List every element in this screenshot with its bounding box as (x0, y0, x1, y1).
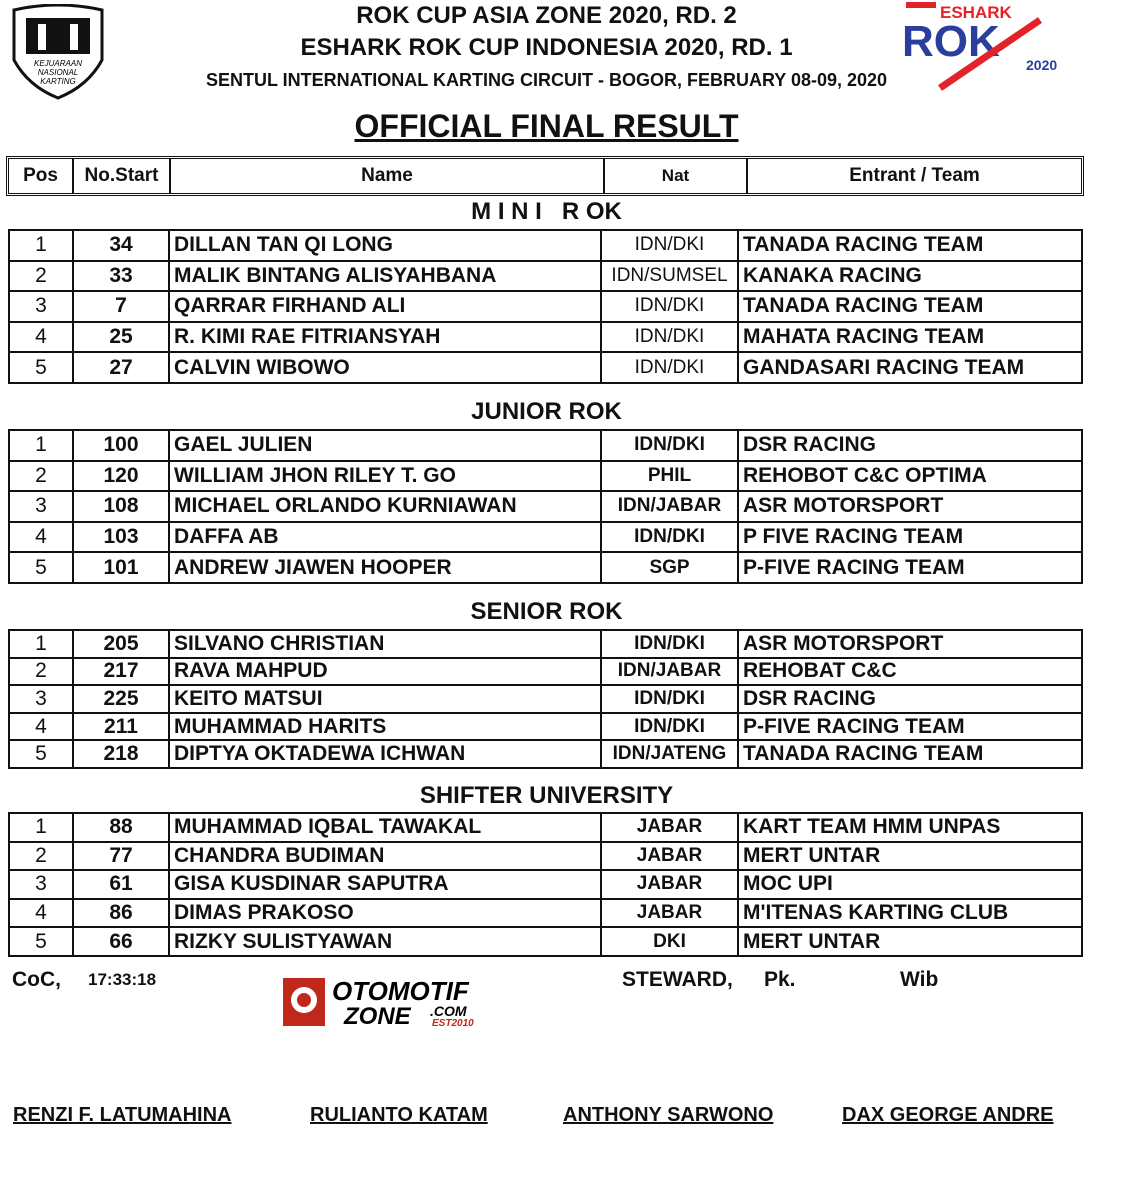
team-cell: TANADA RACING TEAM (738, 291, 1082, 322)
svg-text:KEJUARAAN: KEJUARAAN (33, 59, 83, 68)
driver-name-cell: MALIK BINTANG ALISYAHBANA (169, 261, 601, 292)
col-nat: Nat (605, 159, 748, 193)
pk-label: Pk. (764, 968, 796, 991)
table-row (9, 740, 1082, 768)
table-row (9, 461, 1082, 492)
table-row (9, 713, 1082, 741)
pos-cell: 2 (9, 658, 73, 686)
svg-text:2020: 2020 (1026, 57, 1058, 73)
driver-name-cell: MUHAMMAD IQBAL TAWAKAL (169, 813, 601, 842)
nationality-cell: IDN/DKI (601, 630, 738, 658)
team-cell: TANADA RACING TEAM (738, 230, 1082, 261)
pos-cell: 5 (9, 552, 73, 583)
table-row (9, 261, 1082, 292)
nationality-cell: IDN/DKI (601, 230, 738, 261)
start-number-cell: 86 (73, 899, 169, 928)
team-cell: P FIVE RACING TEAM (738, 522, 1082, 553)
pos-cell: 3 (9, 870, 73, 899)
team-cell: KANAKA RACING (738, 261, 1082, 292)
col-team: Entrant / Team (849, 165, 980, 186)
driver-name-cell: RIZKY SULISTYAWAN (169, 927, 601, 956)
table-row (9, 685, 1082, 713)
driver-name-cell: SILVANO CHRISTIAN (169, 630, 601, 658)
pos-cell: 2 (9, 461, 73, 492)
pos-cell: 1 (9, 430, 73, 461)
start-number-cell: 103 (73, 522, 169, 553)
driver-name-cell: KEITO MATSUI (169, 685, 601, 713)
team-cell: GANDASARI RACING TEAM (738, 352, 1082, 383)
start-number-cell: 100 (73, 430, 169, 461)
otomotif-zone-logo (282, 976, 532, 1028)
team-cell: DSR RACING (738, 685, 1082, 713)
driver-name-cell: CALVIN WIBOWO (169, 352, 601, 383)
start-number-cell: 7 (73, 291, 169, 322)
table-row (9, 352, 1082, 383)
pos-cell: 1 (9, 630, 73, 658)
nationality-cell: IDN/DKI (601, 430, 738, 461)
nationality-cell: JABAR (601, 842, 738, 871)
team-cell: ASR MOTORSPORT (738, 630, 1082, 658)
team-cell: REHOBOT C&C OPTIMA (738, 461, 1082, 492)
table-row (9, 491, 1082, 522)
team-cell: M'ITENAS KARTING CLUB (738, 899, 1082, 928)
column-header (6, 156, 1084, 196)
pos-cell: 4 (9, 899, 73, 928)
svg-text:ROK: ROK (902, 17, 1000, 66)
eshark-rok-cup-logo (900, 0, 1070, 92)
driver-name-cell: WILLIAM JHON RILEY T. GO (169, 461, 601, 492)
team-cell: P-FIVE RACING TEAM (738, 713, 1082, 741)
col-pos: Pos (9, 159, 74, 193)
nationality-cell: PHIL (601, 461, 738, 492)
start-number-cell: 77 (73, 842, 169, 871)
pos-cell: 3 (9, 491, 73, 522)
nationality-cell: IDN/JABAR (601, 658, 738, 686)
nationality-cell: IDN/DKI (601, 352, 738, 383)
driver-name-cell: MICHAEL ORLANDO KURNIAWAN (169, 491, 601, 522)
driver-name-cell: MUHAMMAD HARITS (169, 713, 601, 741)
svg-text:.COM: .COM (430, 1003, 467, 1019)
wib-label: Wib (900, 968, 939, 991)
results-table (8, 812, 1083, 957)
team-cell: MOC UPI (738, 870, 1082, 899)
table-row (9, 870, 1082, 899)
svg-text:KARTING: KARTING (40, 77, 76, 86)
nationality-cell: IDN/DKI (601, 685, 738, 713)
svg-text:OTOMOTIF: OTOMOTIF (332, 976, 469, 1006)
pos-cell: 4 (9, 522, 73, 553)
svg-text:NASIONAL: NASIONAL (37, 68, 79, 77)
event-title-1: ROK CUP ASIA ZONE 2020, RD. 2 (356, 2, 737, 29)
start-number-cell: 211 (73, 713, 169, 741)
table-row (9, 813, 1082, 842)
team-cell: MERT UNTAR (738, 927, 1082, 956)
section-title: SHIFTER UNIVERSITY (419, 782, 674, 809)
table-row (9, 630, 1082, 658)
pos-cell: 3 (9, 291, 73, 322)
start-number-cell: 66 (73, 927, 169, 956)
start-number-cell: 27 (73, 352, 169, 383)
driver-name-cell: DAFFA AB (169, 522, 601, 553)
pos-cell: 4 (9, 713, 73, 741)
team-cell: DSR RACING (738, 430, 1082, 461)
table-row (9, 552, 1082, 583)
steward-label: STEWARD, (622, 968, 733, 991)
team-cell: REHOBAT C&C (738, 658, 1082, 686)
table-row (9, 842, 1082, 871)
event-title-2: ESHARK ROK CUP INDONESIA 2020, RD. 1 (300, 34, 793, 61)
driver-name-cell: QARRAR FIRHAND ALI (169, 291, 601, 322)
pos-cell: 4 (9, 322, 73, 353)
pos-cell: 1 (9, 813, 73, 842)
results-table (8, 629, 1083, 769)
results-table (8, 429, 1083, 584)
nationality-cell: IDN/DKI (601, 291, 738, 322)
driver-name-cell: RAVA MAHPUD (169, 658, 601, 686)
results-table (8, 229, 1083, 384)
start-number-cell: 101 (73, 552, 169, 583)
start-number-cell: 225 (73, 685, 169, 713)
team-cell: ASR MOTORSPORT (738, 491, 1082, 522)
driver-name-cell: CHANDRA BUDIMAN (169, 842, 601, 871)
svg-text:ZONE: ZONE (344, 1003, 411, 1028)
team-cell: TANADA RACING TEAM (738, 740, 1082, 768)
nationality-cell: SGP (601, 552, 738, 583)
col-no-start: No.Start (74, 159, 171, 193)
table-row (9, 291, 1082, 322)
start-number-cell: 34 (73, 230, 169, 261)
start-number-cell: 25 (73, 322, 169, 353)
signatory-4: DAX GEORGE ANDRE (842, 1104, 1054, 1126)
driver-name-cell: GAEL JULIEN (169, 430, 601, 461)
start-number-cell: 33 (73, 261, 169, 292)
coc-time: 17:33:18 (88, 970, 157, 989)
table-row (9, 430, 1082, 461)
nationality-cell: JABAR (601, 870, 738, 899)
document-title: OFFICIAL FINAL RESULT (354, 108, 739, 144)
driver-name-cell: R. KIMI RAE FITRIANSYAH (169, 322, 601, 353)
driver-name-cell: DILLAN TAN QI LONG (169, 230, 601, 261)
table-row (9, 230, 1082, 261)
pos-cell: 5 (9, 927, 73, 956)
col-name: Name (171, 159, 605, 193)
nationality-cell: JABAR (601, 813, 738, 842)
pos-cell: 2 (9, 261, 73, 292)
signatory-2: RULIANTO KATAM (310, 1104, 488, 1126)
nationality-cell: IDN/DKI (601, 713, 738, 741)
start-number-cell: 108 (73, 491, 169, 522)
pos-cell: 3 (9, 685, 73, 713)
svg-text:EST2010: EST2010 (432, 1018, 474, 1028)
start-number-cell: 61 (73, 870, 169, 899)
signatory-1: RENZI F. LATUMAHINA (13, 1104, 232, 1126)
svg-text:ESHARK: ESHARK (940, 3, 1012, 22)
start-number-cell: 217 (73, 658, 169, 686)
start-number-cell: 120 (73, 461, 169, 492)
team-cell: KART TEAM HMM UNPAS (738, 813, 1082, 842)
coc-label: CoC, (12, 968, 61, 991)
nationality-cell: IDN/DKI (601, 522, 738, 553)
pos-cell: 5 (9, 740, 73, 768)
team-cell: P-FIVE RACING TEAM (738, 552, 1082, 583)
start-number-cell: 205 (73, 630, 169, 658)
nationality-cell: IDN/DKI (601, 322, 738, 353)
table-row (9, 522, 1082, 553)
start-number-cell: 218 (73, 740, 169, 768)
pos-cell: 1 (9, 230, 73, 261)
team-cell: MERT UNTAR (738, 842, 1082, 871)
table-row (9, 658, 1082, 686)
pos-cell: 2 (9, 842, 73, 871)
team-cell: MAHATA RACING TEAM (738, 322, 1082, 353)
section-title: JUNIOR ROK (471, 398, 622, 425)
driver-name-cell: GISA KUSDINAR SAPUTRA (169, 870, 601, 899)
nationality-cell: IDN/JATENG (601, 740, 738, 768)
nationality-cell: IDN/JABAR (601, 491, 738, 522)
table-row (9, 322, 1082, 353)
nationality-cell: IDN/SUMSEL (601, 261, 738, 292)
section-title: M I N I R OK (471, 198, 622, 225)
driver-name-cell: DIMAS PRAKOSO (169, 899, 601, 928)
nationality-cell: DKI (601, 927, 738, 956)
pos-cell: 5 (9, 352, 73, 383)
driver-name-cell: ANDREW JIAWEN HOOPER (169, 552, 601, 583)
nationality-cell: JABAR (601, 899, 738, 928)
start-number-cell: 88 (73, 813, 169, 842)
driver-name-cell: DIPTYA OKTADEWA ICHWAN (169, 740, 601, 768)
table-row (9, 927, 1082, 956)
signatory-3: ANTHONY SARWONO (563, 1104, 774, 1126)
section-title: SENIOR ROK (470, 598, 623, 625)
table-row (9, 899, 1082, 928)
event-venue-date: SENTUL INTERNATIONAL KARTING CIRCUIT - BOGOR, FEBRUARY 08-09, 2020 (205, 70, 888, 90)
